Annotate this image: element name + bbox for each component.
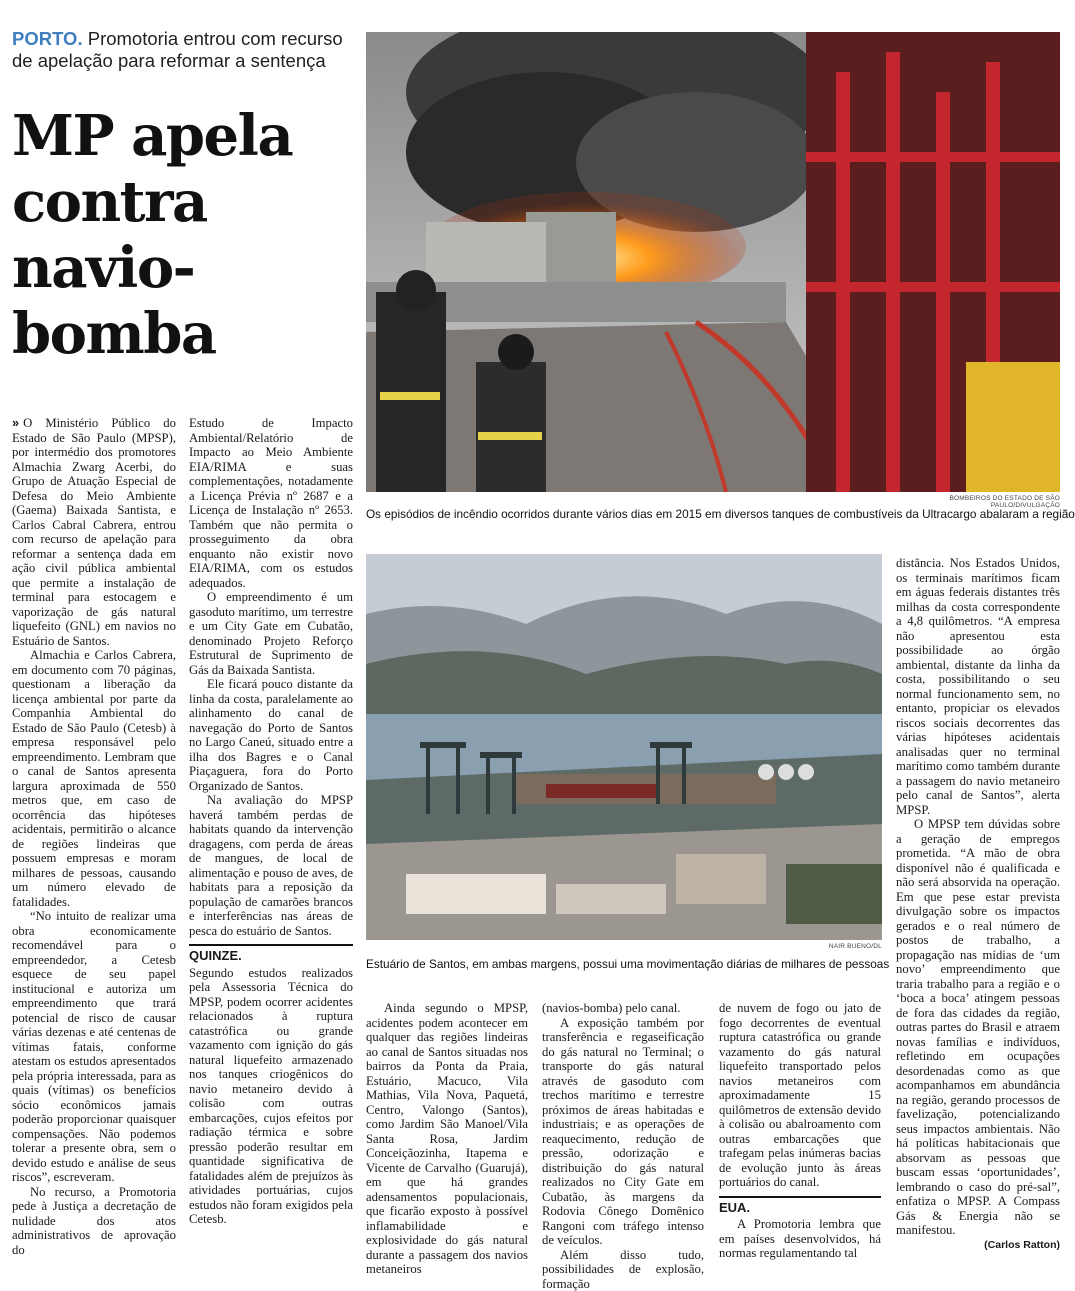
paragraph: A exposição também por transferência e regaseificação do gás natural no Terminal; o transporte do gás natural através de gasoduto com trechos marítimo e terrestre próximos de áreas habitadas e industriais; e as operações de reaquecimento, redução de pressão, odorização e distribuição do gás natural realizados no City Gate em Cubatão, às margens da Rodovia Cônego Domênico Rangoni com tráfego intenso de veículos.: [542, 1016, 704, 1248]
article-column-1: [12, 416, 176, 1257]
lead-marker-icon: »: [12, 416, 19, 430]
paragraph: » O Ministério Público do Estado de São Paulo (MPSP), por intermédio dos promotores Almachia Zwarg Acerbi, do Grupo de Atuação Especial de Defesa do Meio Ambiente (Gaema) Baixada Santista, e Carlos Cabral Cabrera, entrou com recurso de apelação para reformar a sentença dada em ação civil pública ambiental que permite a instalação de terminal para estocagem e vaporização de gás natural liquefeito (GNL) em navios no Estuário de Santos.: [12, 416, 176, 648]
paragraph: Além disso tudo, possibilidades de explosão, formação: [542, 1248, 704, 1291]
paragraph: A Promotoria lembra que em países desenvolvidos, há normas regulamentando tal: [719, 1217, 881, 1261]
paragraph: Ainda segundo o MPSP, acidentes podem acontecer em qualquer das regiões lindeiras ao canal de Santos situadas nos bairros da Ponta da Praia, Estuário, Macuco, Vila Mathias, Vila Nova, Paquetá, Centro, Valongo (Santos), como Jardim São Manoel/Vila Santa Rosa, Jardim Conceiçãozinha, Itapema e Vicente de Carvalho (Guarujá), em que há grandes adensamentos populacionais, que ficarão exposto à possível inflamabilidade e explosividade do gás natural durante a passagem dos navios metaneiros: [366, 1001, 528, 1277]
paragraph: O MPSP tem dúvidas sobre a geração de empregos prometida. “A mão de obra disponível não é qualificada e não será absorvida na operação. Em que pese estar prevista divulgação sobre os impactos gerados e o real número de postos de trabalho, a propagação nas mídias de ‘um novo’ empreendimento que traria trabalho para a região e o ‘boca a boca’ atingem pessoas de fora das cidades da região, outras partes do Brasil e atraem novas famílias e indivíduos, refletindo em ocupações desordenadas como as que acompanhamos em abundância na região, gerando processos de favelização, potencializando seus impactos ambientais. Não há políticas habitacionais que absorvam as pessoas que buscam essas ‘oportunidades’, lembrando o caso do pré-sal”, enfatiza o MPSP. A Compass Gás & Energia não se manifestou.: [896, 817, 1060, 1238]
paragraph: “No intuito de realizar uma obra economicamente recomendável para o empreendedor, a Cetesb esquece de seu papel institucional e autoriza um empreendimento que trará potencial de risco de causar várias dezenas e até centenas de vítimas fatais, conforme atestam os estudos apresentados pela própria interessada, para as quais (vítimas) os benefícios sócio econômicos jamais poderão proporcionar quaisquer compensações. Não podemos tolerar a presente obra, sem o devido estudo e análise de seus riscos”, escreveram.: [12, 909, 176, 1185]
paragraph: de nuvem de fogo ou jato de fogo decorrentes de eventual ruptura catastrófica ou grande vazamento do gás natural liquefeito transportado pelos navios metaneiros com aproximadamente 15 quilômetros de extensão devido à colisão ou abalroamento com outras embarcações que trafegam pelas inúmeras bacias de evolução junto às áreas portuários do canal.: [719, 1001, 881, 1190]
fire-photo: [366, 32, 1060, 492]
port-photo-illustration: [366, 554, 882, 940]
article-column-5: [719, 1001, 881, 1261]
kicker: [12, 28, 357, 72]
paragraph: Almachia e Carlos Cabrera, em documento com 70 páginas, questionam a liberação da licença ambiental por parte da Companhia Ambiental do Estado de São Paulo (Cetesb) à empresa responsável pelo empreendimento. Lembram que o canal de Santos apresenta largura aproximada de 550 metros que, em caso de ocorrência das hipóteses acidentais, permitirão o alcance de regiões lindeiras que possuem empresas e moram milhares de pessoas, causando um número elevado de fatalidades.: [12, 648, 176, 909]
kicker-text: Promotoria entrou com recurso de apelação para reformar a sentença: [12, 28, 343, 71]
paragraph: Estudo de Impacto Ambiental/Relatório de Impacto ao Meio Ambiente EIA/RIMA e suas complementações, notadamente a Licença Prévia nº 2687 e a Licença de Instalação nº 2653. Também que não permita o prosseguimento da obra enquanto não existir novo EIA/RIMA, com os estudos adequados.: [189, 416, 353, 590]
paragraph: distância. Nos Estados Unidos, os terminais marítimos ficam em águas federais distantes três milhas da costa correspondente a 4,8 quilômetros. “A empresa não apresentou esta possibilidade ao órgão ambiental, distante da linha da costa, possibilitando o seu normal funcionamento sem, no entanto, propiciar os elevados riscos sociais decorrentes das várias hipóteses acidentais analisadas quer no terminal marítimo como também durante a passagem do navio metaneiro pelo canal de Santos”, alerta MPSP.: [896, 556, 1060, 817]
port-photo: [366, 554, 882, 940]
port-photo-credit: NAIR BUENO/DL: [782, 943, 882, 950]
fire-photo-illustration: [366, 32, 1060, 492]
article-column-2: [189, 416, 353, 1227]
paragraph: Na avaliação do MPSP haverá também perdas de habitats quando da intervenção dragagens, com perda de áreas de mangues, de local de alimentação e pouso de aves, de habitats para a reposição da população de camarões brancos e interferências nas áreas de pesca do estuário de Santos.: [189, 793, 353, 938]
article-column-6: [896, 556, 1060, 1252]
fire-photo-caption: Os episódios de incêndio ocorridos durante vários dias em 2015 em diversos tanques de combustíveis da Ultracargo abalaram a região: [366, 507, 1075, 522]
paragraph: No recurso, a Promotoria pede à Justiça a decretação de nulidade dos atos administrativos de aprovação do: [12, 1185, 176, 1258]
paragraph: Segundo estudos realizados pela Assessoria Técnica do MPSP, podem ocorrer acidentes relacionados à ruptura catastrófica ou grande vazamento com ignição do gás natural liquefeito armazenado nos tanques criogênicos do navio metaneiro devido à colisão com outras embarcações, cujos efeitos por radiação térmica e sobre pressão poderão resultar em quantidade significativa de fatalidades além de prejuízos às atividades portuárias, cujos estudos não foram exigidos pela Cetesb.: [189, 966, 353, 1227]
subhead-quinze: QUINZE.: [189, 944, 353, 964]
byline: (Carlos Ratton): [896, 1238, 1060, 1253]
paragraph: (navios-bomba) pelo canal.: [542, 1001, 704, 1016]
paragraph: Ele ficará pouco distante da linha da costa, paralelamente ao alinhamento do canal de navegação do Porto de Santos no Largo Caneú, situado entre a ilha dos Bagres e o Canal Piaçaguera, fora do Porto Organizado de Santos.: [189, 677, 353, 793]
section-tag: PORTO.: [12, 28, 83, 49]
paragraph: O empreendimento é um gasoduto marítimo, um terrestre e um City Gate em Cubatão, denominado Projeto Reforço Estrutural de Suprimento de Gás da Baixada Santista.: [189, 590, 353, 677]
port-photo-caption: Estuário de Santos, em ambas margens, possui uma movimentação diárias de milhares de pessoas: [366, 957, 889, 972]
article-column-3: [366, 1001, 528, 1277]
subhead-eua: EUA.: [719, 1196, 881, 1216]
article-column-4: [542, 1001, 704, 1291]
fire-photo-credit: BOMBEIROS DO ESTADO DE SÃO PAULO/DIVULGAÇÃO: [880, 495, 1060, 509]
headline: MP apela contra navio-bomba: [12, 103, 357, 367]
